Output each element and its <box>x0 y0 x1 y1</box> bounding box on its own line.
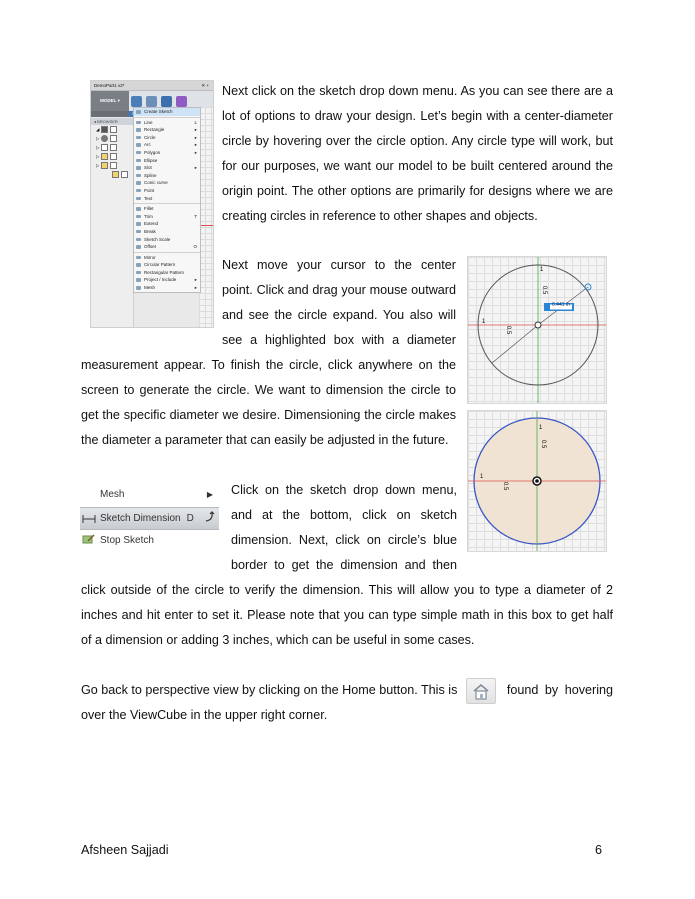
menu-item-arrow: ▸ <box>194 277 197 283</box>
text-line: Go back to perspective view by clicking on the Home button. This is <box>81 683 458 697</box>
sketch-menu-item <box>134 228 200 236</box>
menu-item-arrow: ▸ <box>194 165 197 171</box>
text-line: Next move your cursor to the center <box>222 258 456 272</box>
paragraph-2-cont <box>81 353 456 453</box>
menu-item-icon <box>136 128 141 132</box>
menu-separator <box>134 117 200 118</box>
menu-item-label: Fillet <box>144 206 154 212</box>
menu-item-icon <box>136 245 141 249</box>
menu-item-label: Rectangular Pattern <box>144 269 185 275</box>
browser-row: ▷ <box>91 161 133 170</box>
menu-item-icon <box>136 121 141 125</box>
sketch-menu-item <box>134 284 200 292</box>
text-line: measurement appear. To finish the circle, click anywhere on the <box>81 358 456 372</box>
sketch-menu-item <box>134 141 200 149</box>
sketch-menu-item <box>134 213 200 221</box>
menu-item-arrow: ▸ <box>194 149 197 155</box>
finished-circle-figure <box>467 410 607 552</box>
menu-item-label: Project / Include <box>144 277 177 283</box>
menu-item-label: Create Sketch <box>144 109 173 114</box>
sketch-menu-snippet <box>80 484 219 554</box>
axis-label: 0.5 <box>541 285 548 295</box>
cursor-curve-icon <box>203 511 215 526</box>
text-line: Click on the sketch drop down menu, <box>231 483 457 497</box>
sketch-menu-item <box>134 254 200 262</box>
menu-item-arrow: O <box>193 244 197 250</box>
menu-item-icon <box>136 189 141 193</box>
text-line: dimension. Next, click on circle’s blue <box>231 533 457 547</box>
menu-item-label: Polygon <box>144 149 161 155</box>
create-icon <box>176 96 187 107</box>
menu-item-icon <box>136 110 141 114</box>
menu-item-icon <box>136 207 141 211</box>
undo-icon <box>146 96 157 107</box>
menu-separator <box>134 252 200 253</box>
text-line: border to get the dimension and then <box>231 558 457 572</box>
menu-item-icon <box>136 238 141 242</box>
text-line: origin point. The other options are primarily for designs where we are <box>222 184 613 198</box>
menu-item-arrow: ▸ <box>194 134 197 140</box>
sketch-menu-item <box>134 261 200 269</box>
menu-item-arrow: ▸ <box>194 142 197 148</box>
paragraph-3-cont <box>81 578 613 653</box>
close-icon: ✕ + <box>201 82 209 88</box>
menu-item-icon <box>136 263 141 267</box>
menu-item-label: Arc <box>144 142 151 148</box>
dimension-icon <box>82 514 96 524</box>
paragraph-1 <box>222 79 613 229</box>
menu-item-label: Mirror <box>144 254 156 260</box>
menu-item-icon <box>136 230 141 234</box>
menu-item-label: Text <box>144 195 153 201</box>
sketch-menu-item <box>134 134 200 142</box>
sketch-menu-item <box>134 269 200 277</box>
menu-item-label: Break <box>144 228 156 234</box>
menu-item-arrow: L <box>194 119 197 125</box>
menu-item-icon <box>136 136 141 140</box>
text-line: found by hovering <box>506 683 613 697</box>
menu-item-icon <box>136 222 141 226</box>
menu-item-label: Sketch Scale <box>144 236 171 242</box>
menu-item-label: Point <box>144 187 155 193</box>
sketch-menu-item <box>134 164 200 172</box>
menu-item-icon <box>136 159 141 163</box>
browser-row: ◢ <box>91 125 133 134</box>
canvas-area <box>199 107 213 327</box>
menu-item-label: Circle <box>144 134 156 140</box>
sketch-menu-item <box>134 276 200 284</box>
menu-item-icon <box>136 174 141 178</box>
fusion-sketch-menu-screenshot <box>90 80 214 328</box>
sketch-menu-item <box>134 149 200 157</box>
text-line: see a highlighted box with a diameter <box>222 333 456 347</box>
sketch-menu-item <box>134 126 200 134</box>
circle-drawing-figure <box>467 256 607 404</box>
text-line: and at the bottom, click on sketch <box>231 508 457 522</box>
menu-item-icon <box>136 256 141 260</box>
menu-item-sketch-dimension <box>80 507 219 530</box>
axis-label: 0.5 <box>505 325 512 335</box>
extrude-icon <box>161 96 172 107</box>
tick-label: 1 <box>540 267 544 273</box>
text-line: point. Click and drag your mouse outward <box>222 283 456 297</box>
menu-item-icon <box>136 278 141 282</box>
browser-header: ◂ BROWSER <box>91 118 133 125</box>
paragraph-2 <box>222 253 456 353</box>
menu-item-label: Ellipse <box>144 157 158 163</box>
text-line: Next click on the sketch drop down menu. As you can see there are a <box>222 84 613 98</box>
menu-item-arrow: ▸ <box>194 127 197 133</box>
text-line: screen to generate the circle. We want to dimension the circle to <box>81 383 456 397</box>
menu-item-label: Stop Sketch <box>100 535 154 546</box>
diameter-value-box: 0.441 in <box>552 302 570 308</box>
model-workspace-button: MODEL ▾ <box>91 91 129 111</box>
browser-row: ▷ <box>91 152 133 161</box>
text-line: circle by hovering over the circle option. Any circle type will work, but <box>222 134 613 148</box>
page-number: 6 <box>595 843 603 857</box>
sketch-menu-item <box>134 220 200 228</box>
sketch-menu-item <box>134 205 200 213</box>
text-line: inches and hit enter to set it. Please note that you can type simple math in this box to get half <box>81 608 613 622</box>
menu-item-label: Conic curve <box>144 180 168 186</box>
menu-item-label: Slot <box>144 165 152 171</box>
menu-item-label: Offset <box>144 244 156 250</box>
text-line: click outside of the circle to verify the dimension. This will allow you to type a diameter of 2 <box>81 583 613 597</box>
sketch-menu-item <box>134 179 200 187</box>
footer-author: Afsheen Sajjadi <box>81 843 169 857</box>
axis-label: 0.5 <box>540 439 547 449</box>
sketch-menu-item <box>134 195 200 203</box>
menu-item-icon <box>136 181 141 185</box>
text-line: get the specific diameter we desire. Dimensioning the circle makes <box>81 408 456 422</box>
menu-item-label: Extend <box>144 221 159 227</box>
menu-item-mesh <box>80 484 219 505</box>
menu-item-icon <box>136 215 141 219</box>
text-line: the diameter a parameter that can easily be adjusted in the future. <box>81 433 449 447</box>
browser-row: ▷ <box>91 134 133 143</box>
document-tab-bar <box>91 81 213 91</box>
menu-item-stop-sketch <box>80 530 219 551</box>
sketch-menu-item <box>134 157 200 165</box>
browser-row <box>91 170 133 179</box>
sketch-menu-item <box>134 119 200 127</box>
sketch-menu-item <box>134 243 200 251</box>
menu-item-arrow: T <box>194 213 197 219</box>
document-tab-title: DemoPart1 v2* <box>94 83 125 88</box>
menu-item-label: Mesh <box>144 285 156 291</box>
browser-panel <box>91 118 134 327</box>
stop-sketch-icon <box>82 533 96 548</box>
menu-item-label: Sketch Dimension <box>100 513 181 524</box>
sketch-menu-item <box>134 187 200 195</box>
tick-label: 1 <box>539 425 543 431</box>
menu-item-icon <box>136 143 141 147</box>
text-line: of a dimension or adding 3 inches, which can be useful in some cases. <box>81 633 475 647</box>
sketch-menu-item <box>134 172 200 180</box>
menu-item-label: Rectangle <box>144 127 165 133</box>
menu-item-icon <box>136 197 141 201</box>
tick-label: 1 <box>480 474 484 480</box>
browser-row: ▷ <box>91 143 133 152</box>
text-line: lot of options to draw your design. Let’s begin with a center-diameter <box>222 109 613 123</box>
menu-item-label: Mesh <box>100 489 125 500</box>
axis-label: 0.5 <box>502 481 509 491</box>
home-icon <box>466 678 496 704</box>
sketch-menu-item <box>134 236 200 244</box>
tick-label: 1 <box>482 319 486 325</box>
menu-item-label: Trim <box>144 213 153 219</box>
menu-item-icon <box>136 166 141 170</box>
menu-item-label: Circular Pattern <box>144 262 176 268</box>
text-line: over the ViewCube in the upper right corner. <box>81 708 328 722</box>
submenu-arrow-icon: ▶ <box>206 490 213 499</box>
sketch-icon <box>131 96 142 107</box>
text-line: and see the circle expand. You also will <box>222 308 456 322</box>
text-line: for our purposes, we want our model to be built centered around the <box>222 159 613 173</box>
menu-item-label: Line <box>144 119 153 125</box>
paragraph-3 <box>231 478 457 578</box>
menu-item-arrow: ▸ <box>194 285 197 291</box>
menu-separator <box>134 203 200 204</box>
sketch-menu-item <box>134 108 200 116</box>
menu-item-icon <box>136 151 141 155</box>
menu-item-icon <box>136 286 141 290</box>
menu-item-icon <box>136 271 141 275</box>
sketch-dropdown-menu <box>133 107 201 293</box>
text-line: creating circles in reference to other shapes and objects. <box>222 209 538 223</box>
shortcut-key: D <box>186 513 194 524</box>
menu-item-label: Spline <box>144 172 157 178</box>
